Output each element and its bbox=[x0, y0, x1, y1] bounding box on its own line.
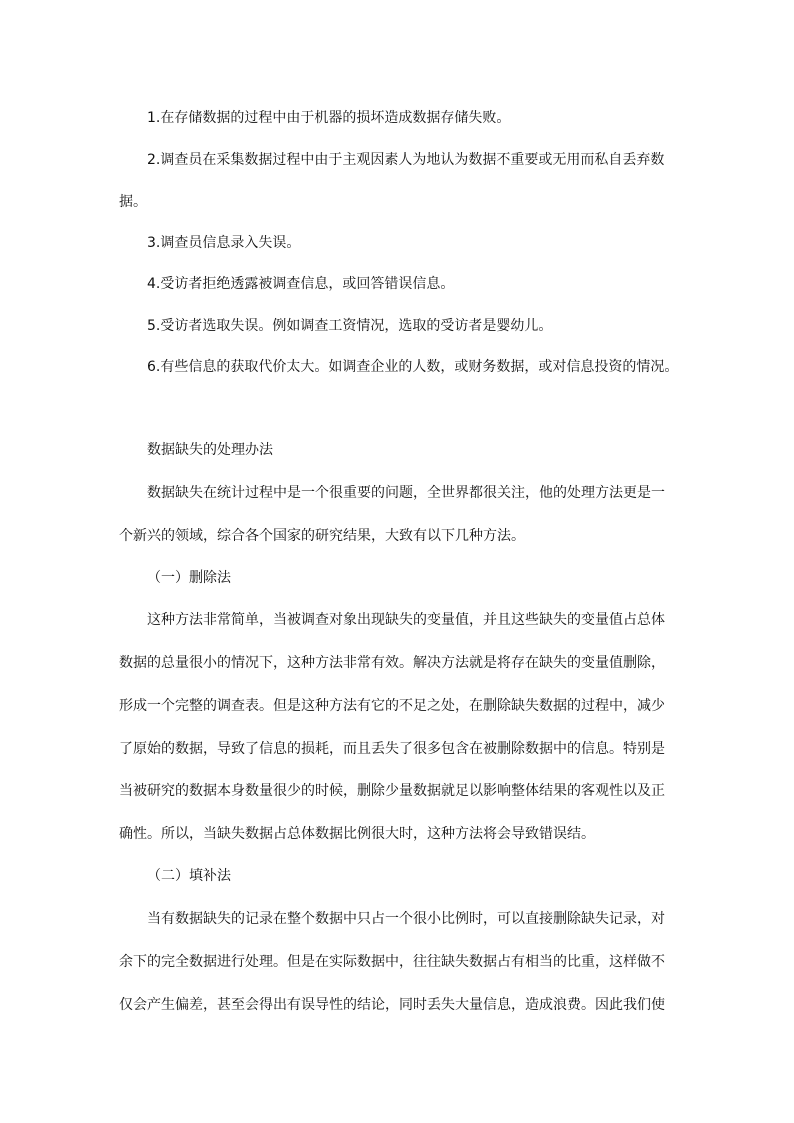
list-item: 2.调查员在采集数据过程中由于主观因素人为地认为数据不重要或无用而私自丢弃数 bbox=[147, 152, 665, 168]
paragraph-line: 当有数据缺失的记录在整个数据中只占一个很小比例时，可以直接删除缺失记录，对 bbox=[147, 911, 665, 927]
paragraph-line: 了原始的数据，导致了信息的损耗，而且丢失了很多包含在被删除数据中的信息。特别是 bbox=[119, 741, 665, 757]
list-item: 6.有些信息的获取代价太大。如调查企业的人数，或财务数据，或对信息投资的情况。 bbox=[147, 359, 679, 375]
list-item: 3.调查员信息录入失误。 bbox=[147, 235, 301, 251]
paragraph-line: 余下的完全数据进行处理。但是在实际数据中，往往缺失数据占有相当的比重，这样做不 bbox=[119, 954, 665, 970]
list-item: 4.受访者拒绝透露被调查信息，或回答错误信息。 bbox=[147, 276, 455, 292]
section-heading: 数据缺失的处理办法 bbox=[147, 442, 273, 458]
paragraph-line: 仅会产生偏差，甚至会得出有误导性的结论，同时丢失大量信息，造成浪费。因此我们使 bbox=[119, 997, 665, 1013]
list-item-continuation: 据。 bbox=[119, 194, 147, 210]
paragraph-line: 当被研究的数据本身数量很少的时候，删除少量数据就足以影响整体结果的客观性以及正 bbox=[119, 783, 665, 799]
paragraph-line: 这种方法非常简单，当被调查对象出现缺失的变量值，并且这些缺失的变量值占总体 bbox=[147, 612, 665, 628]
paragraph-line: 个新兴的领域，综合各个国家的研究结果，大致有以下几种方法。 bbox=[119, 528, 525, 544]
paragraph-line: 形成一个完整的调查表。但是这种方法有它的不足之处，在删除缺失数据的过程中，减少 bbox=[119, 698, 665, 714]
subsection-heading: （二）填补法 bbox=[147, 868, 231, 884]
paragraph-line: 数据缺失在统计过程中是一个很重要的问题，全世界都很关注，他的处理方法更是一 bbox=[147, 485, 665, 501]
paragraph-line: 数据的总量很小的情况下，这种方法非常有效。解决方法就是将存在缺失的变量值删除， bbox=[119, 655, 665, 671]
subsection-heading: （一）删除法 bbox=[147, 570, 231, 586]
list-item: 1.在存储数据的过程中由于机器的损坏造成数据存储失败。 bbox=[147, 110, 511, 126]
list-item: 5.受访者选取失误。例如调查工资情况，选取的受访者是婴幼儿。 bbox=[147, 318, 553, 334]
paragraph-line: 确性。所以，当缺失数据占总体数据比例很大时，这种方法将会导致错误结。 bbox=[119, 826, 595, 842]
